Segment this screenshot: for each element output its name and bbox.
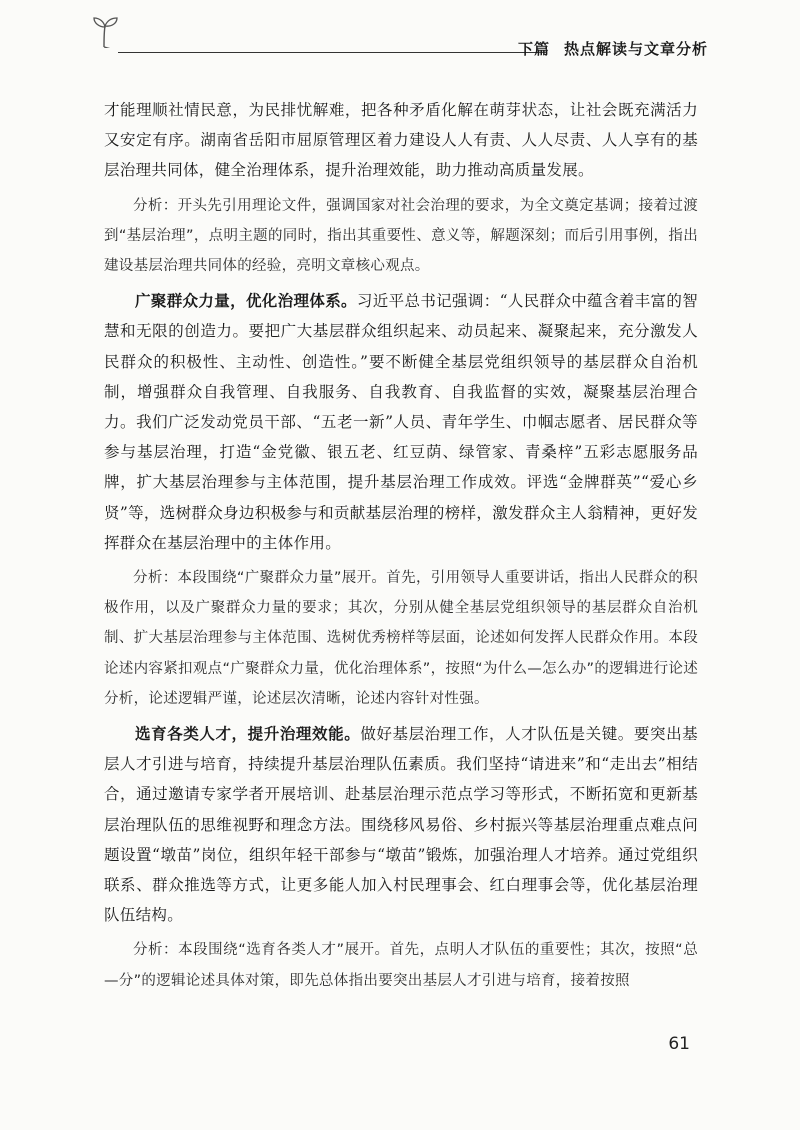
paragraph-text: 分析：开头先引用理论文件，强调国家对社会治理的要求，为全文奠定基调；接着过渡到“基层治理”，点明主题的同时，指出其重要性、意义等，解题深刻；而后引用事例，指出建设基层治理共同体的经验，亮明文章核心观点。 xyxy=(104,197,698,275)
header-section: 下篇 xyxy=(517,40,550,58)
header-title xyxy=(518,38,708,59)
paragraph-text: 习近平总书记强调：“人民群众中蕴含着丰富的智慧和无限的创造力。要把广大基层群众组织起来、动员起来、凝聚起来，充分激发人民群众的积极性、主动性、创造性。”要不断健全基层党组织领导的基层群众自治机制，增强群众自我管理、自我服务、自我教育、自我监督的实效，凝聚基层治理合力。我们广泛发动党员干部、“五老一新”人员、青年学生、巾帼志愿者、居民群众等参与基层治理，打造“金党徽、银五老、红豆荫、绿管家、青桑梓”五彩志愿服务品牌，扩大基层治理参与主体范围，提升基层治理工作成效。评选“金牌群英”“爱心乡贤”等，选树群众身边积极参与和贡献基层治理的榜样，激发群众主人翁精神，更好发挥群众在基层治理中的主体作用。 xyxy=(104,292,699,552)
running-header xyxy=(90,14,710,58)
page-body xyxy=(104,95,698,996)
body-paragraph-1 xyxy=(104,95,698,186)
paragraph-text: 才能理顺社情民意，为民排忧解难，把各种矛盾化解在萌芽状态，让社会既充满活力又安定有序。湖南省岳阳市屈原管理区着力建设人人有责、人人尽责、人人享有的基层治理共同体，健全治理体系，提升治理效能，助力推动高质量发展。 xyxy=(104,101,698,180)
paragraph-text: 分析：本段围绕“广聚群众力量”展开。首先，引用领导人重要讲话，指出人民群众的积极作用，以及广聚群众力量的要求；其次，分别从健全基层党组织领导的基层群众自治机制、扩大基层治理参与主体范围、选树优秀榜样等层面，论述如何发挥人民群众作用。本段论述内容紧扣观点“广聚群众力量，优化治理体系”，按照“为什么—怎么办”的逻辑进行论述分析，论述逻辑严谨，论述层次清晰，论述内容针对性强。 xyxy=(104,570,698,707)
header-chapter: 热点解读与文章分析 xyxy=(563,40,708,58)
paragraph-lead: 广聚群众力量，优化治理体系。 xyxy=(135,291,357,311)
paragraph-lead: 选育各类人才，提升治理效能。 xyxy=(135,724,361,744)
paragraph-text: 分析：本段围绕“选育各类人才”展开。首先，点明人才队伍的重要性；其次，按照“总—分”的逻辑论述具体对策，即先总体指出要突出基层人才引进与培育，接着按照 xyxy=(104,942,698,989)
header-rule xyxy=(118,52,538,53)
analysis-paragraph-1 xyxy=(104,191,698,282)
paragraph-text: 做好基层治理工作，人才队伍是关键。要突出基层人才引进与培育，持续提升基层治理队伍素质。我们坚持“请进来”和“走出去”相结合，通过邀请专家学者开展培训、赴基层治理示范点学习等形式，不断拓宽和更新基层治理队伍的思维视野和理念方法。围绕移风易俗、乡村振兴等基层治理重点难点问题设置“墩苗”岗位，组织年轻干部参与“墩苗”锻炼，加强治理人才培养。通过党组织联系、群众推选等方式，让更多能人加入村民理事会、红白理事会等，优化基层治理队伍结构。 xyxy=(104,725,698,925)
body-paragraph-3 xyxy=(104,719,698,930)
page-number: 61 xyxy=(668,1034,690,1054)
analysis-paragraph-3 xyxy=(104,935,698,995)
sprout-icon xyxy=(90,14,120,48)
body-paragraph-2 xyxy=(104,286,698,558)
analysis-paragraph-2 xyxy=(104,563,698,714)
